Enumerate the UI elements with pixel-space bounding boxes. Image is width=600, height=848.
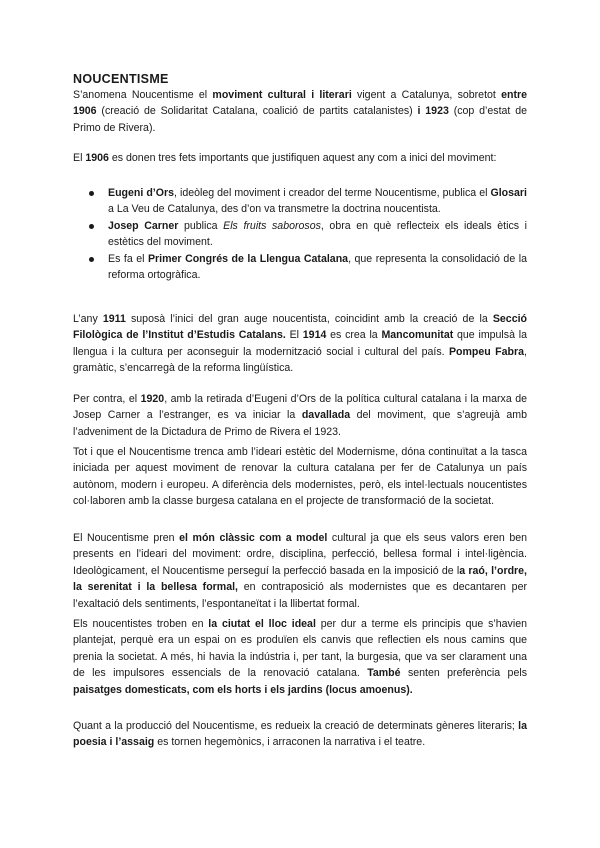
paragraph-city — [73, 616, 527, 698]
p1911-text-6: , gramàtic, s’encarregà de la reforma lingüística. — [73, 345, 527, 375]
p1911-bold-2: Secció Filològica de l’Institut d’Estudis Catalans. — [73, 313, 527, 342]
p1920-bold-1: 1920 — [140, 393, 165, 405]
list-item — [73, 218, 527, 251]
pproduccio-bold-1: la poesia i l’assaig — [73, 720, 527, 749]
pclassic-text-3: en contraposició als modernistes que es decantaren per l’exaltació dels sentiments, l’espontaneïtat i la llibertat formal. — [73, 581, 527, 610]
intro-bold-1: moviment cultural i literari — [212, 89, 352, 101]
bullet-1-text-1: , ideòleg del moviment i creador del terme Noucentisme, publica el — [174, 187, 491, 199]
bullet-1-name: Eugeni d’Ors — [108, 187, 175, 199]
bullet-icon — [89, 191, 94, 196]
bullet-2-name: Josep Carner — [108, 219, 179, 232]
document-title: NOUCENTISME — [73, 72, 169, 86]
bullet-3-text-2: , que representa la consolidació de la reforma ortogràfica. — [108, 252, 527, 282]
fets-year: 1906 — [85, 152, 109, 164]
pciutat-text-2: per dur a terme els principis que s’havien plantejat, perquè era un espai on es produïen els canvis que reflectien els nous camins que prenia la societat. A més, hi havia la indústria i, per tant, la burgesia, que va ser clarament una de les impulsores essencials de la renovació catalana. — [73, 618, 527, 680]
pclassic-text-1: El Noucentisme pren — [73, 532, 180, 544]
bullet-2-book: Els fruits saborosos — [223, 219, 321, 232]
pciutat-text-3: senten preferència pels — [400, 667, 527, 680]
p1911-bold-4: Mancomunitat — [381, 329, 454, 342]
bullet-2-text-2: , obra en què reflecteix els ideals ètics i estètics del moviment. — [108, 219, 528, 249]
p1911-text-1: L’any — [73, 313, 103, 325]
paragraph-1906 — [73, 150, 527, 166]
p1920-bold-2: davallada — [301, 409, 351, 422]
intro-text-4: (cop d’estat de Primo de Rivera). — [73, 105, 527, 134]
pclassic-text-2: cultural ja que els seus valors eren ben presents en l’ideari del moviment: ordre, disciplina, perfecció, bellesa formal i intel·ligència. Ideològicament, el Noucentisme perseguí la perfecció basada en la imposició de l — [73, 532, 527, 577]
pciutat-bold-2: També — [367, 667, 401, 680]
pclassic-bold-2: a raó, l’ordre, la serenitat i la bellesa formal, — [73, 564, 527, 594]
intro-text-3: (creació de Solidaritat Catalana, coalició de partits catalanistes) — [96, 105, 418, 118]
p1911-text-4: es crea la — [326, 329, 382, 342]
bullet-3-bold: Primer Congrés de la Llengua Catalana — [147, 252, 349, 265]
list-item — [73, 185, 527, 218]
p1920-text-1: Per contra, el — [73, 393, 141, 405]
bullet-icon — [89, 224, 94, 229]
p1920-text-2: , amb la retirada d’Eugeni d’Ors de la política cultural catalana i la marxa de Josep Carner a l’estranger, es va iniciar la — [73, 393, 527, 422]
paragraph-intro — [73, 87, 527, 136]
p1911-bold-3: 1914 — [302, 329, 327, 342]
fets-text-2: es donen tres fets importants que justifiquen aquest any com a inici del moviment: — [108, 152, 497, 164]
fets-text-1: El — [73, 152, 86, 164]
intro-text-1: S’anomena Noucentisme el — [73, 89, 213, 101]
bullet-2-text-1: publica — [178, 219, 224, 232]
p1920-text-3: del moviment, que s’agreujà amb l’adveniment de la Dictadura de Primo de Rivera el 1923. — [73, 409, 527, 438]
p1911-text-2: suposà l’inici del gran auge noucentista, coincidint amb la creació de la — [125, 313, 493, 325]
pciutat-bold-3: paisatges domesticats, com els horts i els jardins (locus amoenus). — [73, 683, 413, 696]
list-item — [73, 251, 527, 284]
p1911-text-5: que impulsà la llengua i la cultura per aconseguir la modernització social i cultural del país. — [73, 329, 527, 358]
pciutat-bold-1: la ciutat el lloc ideal — [208, 618, 316, 630]
bullet-1-text-2: a La Veu de Catalunya, des d’on va transmetre la doctrina noucentista. — [108, 203, 441, 216]
paragraph-classic-model — [73, 530, 527, 612]
pclassic-bold-1: el món clàssic com a model — [179, 532, 328, 544]
pproduccio-text-1: Quant a la producció del Noucentisme, es redueix la creació de determinats gèneres literaris; — [73, 720, 519, 732]
p1911-bold-5: Pompeu Fabra — [448, 345, 525, 358]
p1911-bold-1: 1911 — [102, 313, 126, 325]
intro-bold-3: i 1923 — [417, 105, 449, 118]
pciutat-text-1: Els noucentistes troben en — [73, 618, 209, 630]
paragraph-production — [73, 718, 527, 751]
events-list — [73, 185, 527, 283]
intro-bold-2: entre 1906 — [73, 89, 527, 118]
pproduccio-text-2: es tornen hegemònics, i arraconen la narrativa i el teatre. — [154, 736, 426, 749]
paragraph-1911 — [73, 311, 527, 377]
intro-text-2: vigent a Catalunya, sobretot — [351, 89, 502, 101]
p1911-text-3: El — [285, 329, 303, 342]
bullet-1-glosari: Glosari — [490, 187, 527, 199]
bullet-icon — [89, 257, 94, 262]
paragraph-1920 — [73, 391, 527, 440]
paragraph-modernisme: Tot i que el Noucentisme trenca amb l’ideari estètic del Modernisme, dóna continuïtat a la tasca iniciada per aquest moviment de renovar la cultura catalana per fer de Catalunya un país autònom, modern i europeu. A diferència dels modernistes, però, els intel·lectuals noucentistes col·laboren amb la classe burgesa catalana en el projecte de transformació de la societat. — [73, 446, 527, 508]
bullet-3-text-1: Es fa el — [108, 252, 148, 265]
